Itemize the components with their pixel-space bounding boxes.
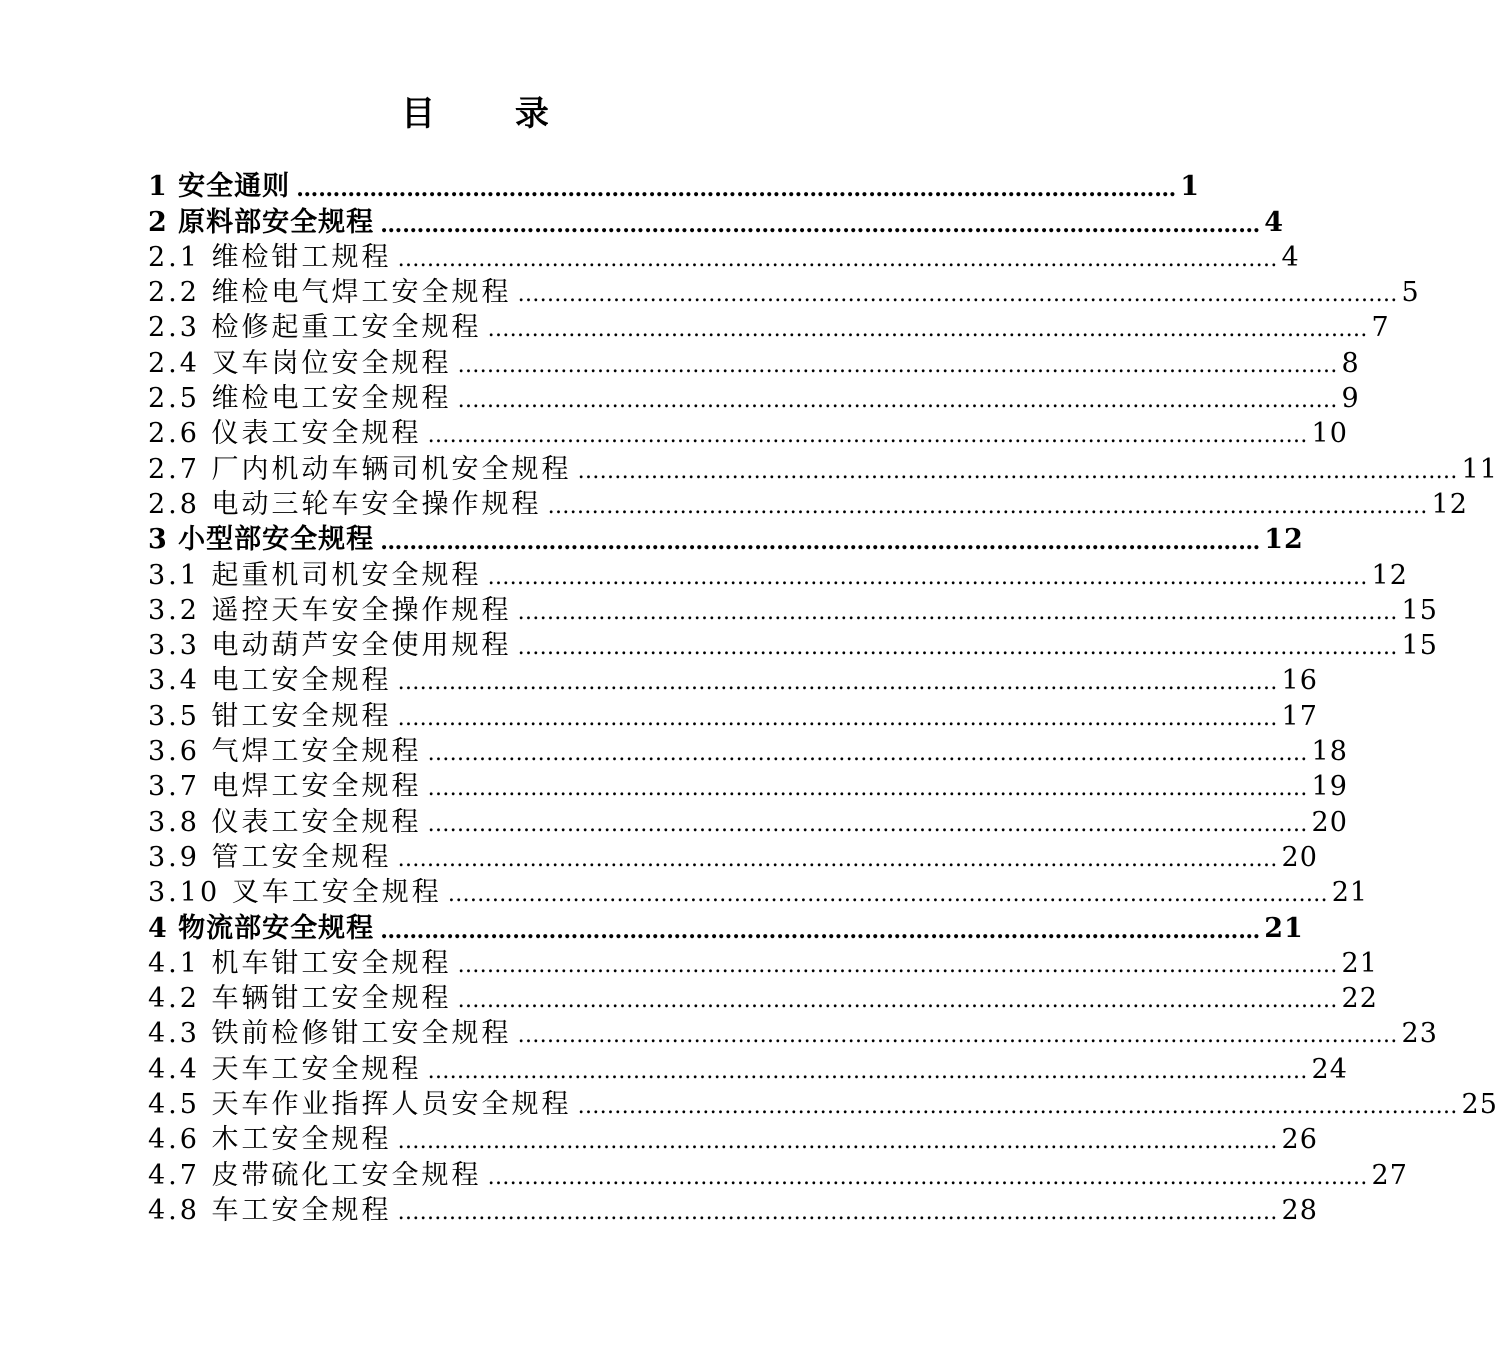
toc-entry-title: 2.5 维检电工安全规程: [148, 383, 452, 415]
toc-entry-page-number: 12: [1371, 559, 1408, 591]
dot-leader: …………………………………………………………………………………………………………: [380, 211, 1261, 238]
toc-entry-title: 3.3 电动葫芦安全使用规程: [148, 630, 512, 662]
toc-entry-title: 4.5 天车作业指挥人员安全规程: [148, 1089, 572, 1121]
toc-entry-page-number: 24: [1311, 1053, 1348, 1085]
toc-entry-title: 3.8 仪表工安全规程: [148, 806, 422, 838]
dot-leader: …………………………………………………………………………………………………………: [427, 423, 1308, 449]
toc-entry-title: 2.1 维检钳工规程: [148, 241, 392, 273]
toc-entry-title: 2.4 叉车岗位安全规程: [148, 347, 452, 379]
toc-entry: [148, 593, 1438, 628]
toc-entry: [148, 451, 1498, 486]
toc-entry: [148, 946, 1378, 981]
dot-leader: …………………………………………………………………………………………………………: [457, 952, 1338, 978]
toc-entry-page-number: 20: [1311, 806, 1348, 838]
toc-entry-title: 3.2 遥控天车安全操作规程: [148, 594, 512, 626]
toc-entry-title: 4.7 皮带硫化工安全规程: [148, 1159, 482, 1191]
toc-entry-title: 4.8 车工安全规程: [148, 1194, 392, 1226]
toc-entry-page-number: 12: [1431, 488, 1468, 520]
toc-entry-title: 4.4 天车工安全规程: [148, 1053, 422, 1085]
toc-entry: [148, 1051, 1348, 1086]
toc-entry-page-number: 19: [1311, 771, 1348, 803]
toc-entry-page-number: 11: [1461, 453, 1498, 485]
dot-leader: …………………………………………………………………………………………………………: [447, 882, 1328, 908]
toc-entry-page-number: 4: [1281, 241, 1300, 273]
dot-leader: …………………………………………………………………………………………………………: [487, 564, 1368, 590]
dot-leader: …………………………………………………………………………………………………………: [457, 388, 1338, 414]
toc-entry-title: 3.4 电工安全规程: [148, 665, 392, 697]
toc-entry-page-number: 8: [1341, 347, 1360, 379]
toc-entry: [148, 1157, 1408, 1192]
toc-entry: [148, 1122, 1318, 1157]
toc-entry-title: 3.6 气焊工安全规程: [148, 736, 422, 768]
toc-entry-title: 3.7 电焊工安全规程: [148, 771, 422, 803]
toc-entry-page-number: 10: [1311, 418, 1348, 450]
toc-entry: [148, 169, 1200, 204]
toc-entry-page-number: 26: [1281, 1124, 1318, 1156]
toc-entry-page-number: 21: [1331, 877, 1369, 909]
toc-entry: [148, 734, 1348, 769]
toc-entry: [148, 840, 1318, 875]
table-of-contents: [148, 169, 1498, 1228]
toc-entry-page-number: 21: [1341, 947, 1378, 979]
toc-entry-page-number: 27: [1371, 1159, 1408, 1191]
toc-entry: [148, 1087, 1498, 1122]
dot-leader: …………………………………………………………………………………………………………: [487, 1164, 1368, 1190]
toc-entry-page-number: 1: [1180, 171, 1200, 203]
toc-entry-title: 1 安全通则: [148, 171, 291, 203]
toc-entry-page-number: 15: [1401, 594, 1438, 626]
dot-leader: …………………………………………………………………………………………………………: [397, 246, 1278, 272]
dot-leader: …………………………………………………………………………………………………………: [517, 282, 1398, 308]
toc-entry-title: 2.2 维检电气焊工安全规程: [148, 277, 512, 309]
toc-entry-page-number: 12: [1264, 524, 1304, 556]
toc-entry-title: 2.3 检修起重工安全规程: [148, 312, 482, 344]
toc-entry-title: 2.7 厂内机动车辆司机安全规程: [148, 453, 572, 485]
toc-entry: [148, 698, 1318, 733]
toc-entry: [148, 345, 1360, 380]
toc-entry-page-number: 16: [1281, 665, 1318, 697]
dot-leader: …………………………………………………………………………………………………………: [517, 1023, 1398, 1049]
dot-leader: …………………………………………………………………………………………………………: [380, 917, 1261, 944]
dot-leader: …………………………………………………………………………………………………………: [397, 705, 1278, 731]
toc-entry-title: 3.9 管工安全规程: [148, 841, 392, 873]
dot-leader: …………………………………………………………………………………………………………: [487, 317, 1368, 343]
toc-entry-page-number: 4: [1264, 206, 1284, 238]
toc-entry-page-number: 7: [1371, 312, 1390, 344]
dot-leader: …………………………………………………………………………………………………………: [457, 988, 1338, 1014]
toc-entry-title: 4.2 车辆钳工安全规程: [148, 983, 452, 1015]
toc-entry-page-number: 17: [1281, 700, 1318, 732]
dot-leader: …………………………………………………………………………………………………………: [427, 1058, 1308, 1084]
toc-entry-page-number: 5: [1401, 277, 1420, 309]
toc-entry-title: 3 小型部安全规程: [148, 524, 375, 556]
dot-leader: …………………………………………………………………………………………………………: [517, 599, 1398, 625]
toc-entry-page-number: 20: [1281, 841, 1318, 873]
toc-entry: [148, 487, 1468, 522]
toc-entry-page-number: 9: [1341, 383, 1360, 415]
toc-entry-title: 3.10 叉车工安全规程: [148, 877, 442, 909]
toc-entry: [148, 522, 1304, 557]
toc-entry-page-number: 25: [1461, 1089, 1498, 1121]
toc-entry: [148, 1193, 1318, 1228]
dot-leader: …………………………………………………………………………………………………………: [397, 846, 1278, 872]
toc-entry-title: 4 物流部安全规程: [148, 912, 375, 944]
toc-entry: [148, 416, 1348, 451]
toc-entry-title: 3.5 钳工安全规程: [148, 700, 392, 732]
toc-entry-title: 2.8 电动三轮车安全操作规程: [148, 488, 542, 520]
dot-leader: …………………………………………………………………………………………………………: [397, 1129, 1278, 1155]
toc-entry-title: 2 原料部安全规程: [148, 206, 375, 238]
dot-leader: …………………………………………………………………………………………………………: [427, 741, 1308, 767]
toc-entry-page-number: 23: [1401, 1018, 1438, 1050]
toc-entry-page-number: 22: [1341, 983, 1378, 1015]
toc-entry: [148, 310, 1390, 345]
dot-leader: …………………………………………………………………………………………………………: [577, 1094, 1458, 1120]
toc-entry-page-number: 21: [1264, 912, 1304, 944]
toc-entry-title: 4.3 铁前检修钳工安全规程: [148, 1018, 512, 1050]
dot-leader: …………………………………………………………………………………………………………: [577, 458, 1458, 484]
dot-leader: …………………………………………………………………………………………………………: [296, 176, 1177, 203]
toc-entry: [148, 381, 1360, 416]
dot-leader: …………………………………………………………………………………………………………: [380, 529, 1261, 556]
toc-entry-title: 2.6 仪表工安全规程: [148, 418, 422, 450]
toc-entry: [148, 557, 1408, 592]
page-title: 目 录: [401, 94, 583, 134]
toc-entry: [148, 663, 1318, 698]
toc-entry: [148, 804, 1348, 839]
toc-entry: [148, 628, 1438, 663]
toc-entry: [148, 1016, 1438, 1051]
toc-entry: [148, 769, 1348, 804]
toc-entry: [148, 275, 1420, 310]
dot-leader: …………………………………………………………………………………………………………: [457, 352, 1338, 378]
dot-leader: …………………………………………………………………………………………………………: [547, 493, 1428, 519]
toc-entry: [148, 240, 1300, 275]
toc-entry: [148, 875, 1369, 910]
toc-entry: [148, 910, 1304, 945]
dot-leader: …………………………………………………………………………………………………………: [397, 670, 1278, 696]
toc-entry-title: 3.1 起重机司机安全规程: [148, 559, 482, 591]
dot-leader: …………………………………………………………………………………………………………: [517, 635, 1398, 661]
toc-entry: [148, 204, 1284, 239]
dot-leader: …………………………………………………………………………………………………………: [427, 811, 1308, 837]
toc-entry-title: 4.6 木工安全规程: [148, 1124, 392, 1156]
toc-entry-page-number: 18: [1311, 736, 1348, 768]
dot-leader: …………………………………………………………………………………………………………: [397, 1199, 1278, 1225]
toc-entry: [148, 981, 1378, 1016]
toc-entry-title: 4.1 机车钳工安全规程: [148, 947, 452, 979]
toc-entry-page-number: 28: [1281, 1194, 1318, 1226]
dot-leader: …………………………………………………………………………………………………………: [427, 776, 1308, 802]
toc-entry-page-number: 15: [1401, 630, 1438, 662]
